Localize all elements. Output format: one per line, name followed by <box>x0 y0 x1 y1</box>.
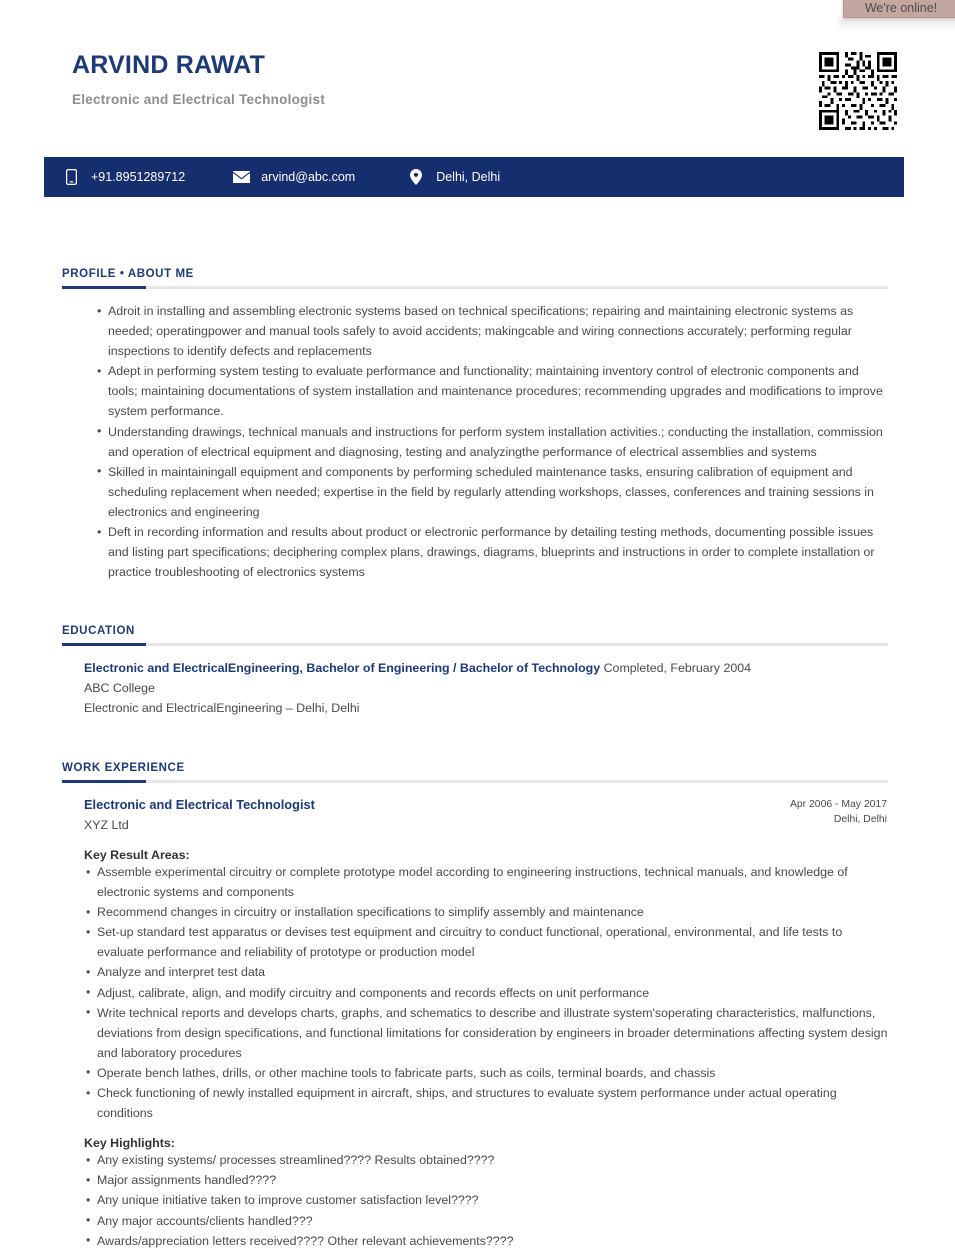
education-field: Electronic and ElectricalEngineering – Delhi, Delhi <box>84 701 360 715</box>
list-item: • Recommend changes in circuitry or installation specifications to simplify assembly and maintenance <box>84 902 888 922</box>
section-divider <box>62 286 888 289</box>
job-company: XYZ Ltd <box>84 818 129 832</box>
list-item: • Adjust, calibrate, align, and modify circuitry and components and records effects on unit performance <box>84 983 888 1003</box>
contact-location-text: Delhi, Delhi <box>436 170 501 184</box>
list-item: • Any unique initiative taken to improve customer satisfaction level???? <box>84 1190 888 1210</box>
chat-widget-shadow <box>838 18 955 30</box>
contact-email[interactable] <box>232 157 355 197</box>
work-body <box>62 795 888 1251</box>
job-location: Delhi, Delhi <box>833 814 887 825</box>
section-title-education: EDUCATION <box>62 625 135 637</box>
list-item: • Understanding drawings, technical manuals and instructions for perform system installation activities.; conducting the installation, commission and operation of electrical equipment and diagnosing, testing and analyzingthe performance of electrical assemblies and systems <box>95 422 888 462</box>
list-item: • Awards/appreciation letters received???? Other relevant achievements???? <box>84 1231 888 1251</box>
list-item: • Write technical reports and develops charts, graphs, and schematics to describe and illustrate system'soperating characteristics, malfunctions, deviations from design specifications, and functional limitations for consideration by engineers in broader determinations affecting system design and laboratory procedures <box>84 1003 888 1063</box>
list-item: • Any major accounts/clients handled??? <box>84 1211 888 1231</box>
section-work-experience <box>62 762 888 1251</box>
chat-widget-online-button[interactable]: We're online! <box>843 0 955 18</box>
section-divider <box>62 643 888 646</box>
key-highlights-label: Key Highlights: <box>84 1136 175 1151</box>
contact-phone[interactable] <box>62 157 185 197</box>
list-item: • Check functioning of newly installed equipment in aircraft, ships, and structures to evaluate system performance under actual operating conditions <box>84 1083 888 1123</box>
education-status: Completed, February 2004 <box>603 661 752 675</box>
education-school: ABC College <box>84 681 155 695</box>
qr-code <box>816 49 900 133</box>
job-dates: Apr 2006 - May 2017 <box>789 799 887 810</box>
candidate-name: ARVIND RAWAT <box>72 51 266 79</box>
contact-bar <box>44 157 904 197</box>
list-item: • Operate bench lathes, drills, or other machine tools to fabricate parts, such as coils, terminal boards, and chassis <box>84 1063 888 1083</box>
list-item: • Major assignments handled???? <box>84 1170 888 1190</box>
contact-phone-text: +91.8951289712 <box>91 170 186 184</box>
list-item: • Skilled in maintainingall equipment and components by performing scheduled maintenance tasks, ensuring calibration of equipment and scheduling replacement when needed; expertise in the field by regularly attending workshops, classes, conferences and training sessions in electronics and engineering <box>95 462 888 522</box>
job-meta <box>790 795 888 827</box>
section-title-work-experience: WORK EXPERIENCE <box>62 762 185 774</box>
education-entry <box>84 658 888 678</box>
list-item: • Adept in performing system testing to evaluate performance and functionality; maintaining inventory control of electronic components and tools; maintaining documentations of system installation and maintenance procedures; recommending upgrades and modifications to improve system performance. <box>95 361 888 421</box>
candidate-job-title: Electronic and Electrical Technologist <box>72 92 326 108</box>
envelope-icon <box>232 168 250 186</box>
profile-body <box>62 301 888 582</box>
contact-location[interactable] <box>407 157 500 197</box>
key-highlights-list <box>84 1150 888 1250</box>
list-item: • Assemble experimental circuitry or complete prototype model according to engineering instructions, technical manuals, and knowledge of electronic systems and components <box>84 862 888 902</box>
key-result-areas-label: Key Result Areas: <box>84 848 190 862</box>
contact-email-text: arvind@abc.com <box>261 170 356 184</box>
key-result-areas-list <box>84 862 888 1123</box>
education-body <box>62 658 888 718</box>
education-degree: Electronic and ElectricalEngineering, Bachelor of Engineering / Bachelor of Technology <box>84 661 601 675</box>
section-education <box>62 625 888 718</box>
phone-icon <box>62 168 80 186</box>
list-item: • Analyze and interpret test data <box>84 962 888 982</box>
list-item: • Any existing systems/ processes streamlined???? Results obtained???? <box>84 1150 888 1170</box>
list-item: • Adroit in installing and assembling electronic systems based on technical specifications; repairing and maintaining electronic systems as needed; operatingpower and manual tools safely to avoid accidents; makingcable and wiring connections accurately; performing regular inspections to identify defects and replacements <box>95 301 888 361</box>
job-identity <box>84 795 315 835</box>
section-divider <box>62 780 888 783</box>
profile-bullet-list <box>95 301 888 582</box>
list-item: • Set-up standard test apparatus or devises test equipment and circuitry to conduct functional, operational, environmental, and life tests to evaluate performance and reliability of prototype or production model <box>84 922 888 962</box>
location-pin-icon <box>407 168 425 186</box>
section-profile <box>62 268 888 582</box>
section-title-profile: PROFILE • ABOUT ME <box>62 268 194 280</box>
resume-header <box>72 52 772 107</box>
list-item: • Deft in recording information and results about product or electronic performance by detailing testing methods, documenting possible issues and listing part specifications; deciphering complex plans, drawings, diagrams, blueprints and instructions in order to complete installation or practice troubleshooting of electronics systems <box>95 522 888 582</box>
job-header <box>84 795 888 835</box>
job-role: Electronic and Electrical Technologist <box>84 797 315 812</box>
